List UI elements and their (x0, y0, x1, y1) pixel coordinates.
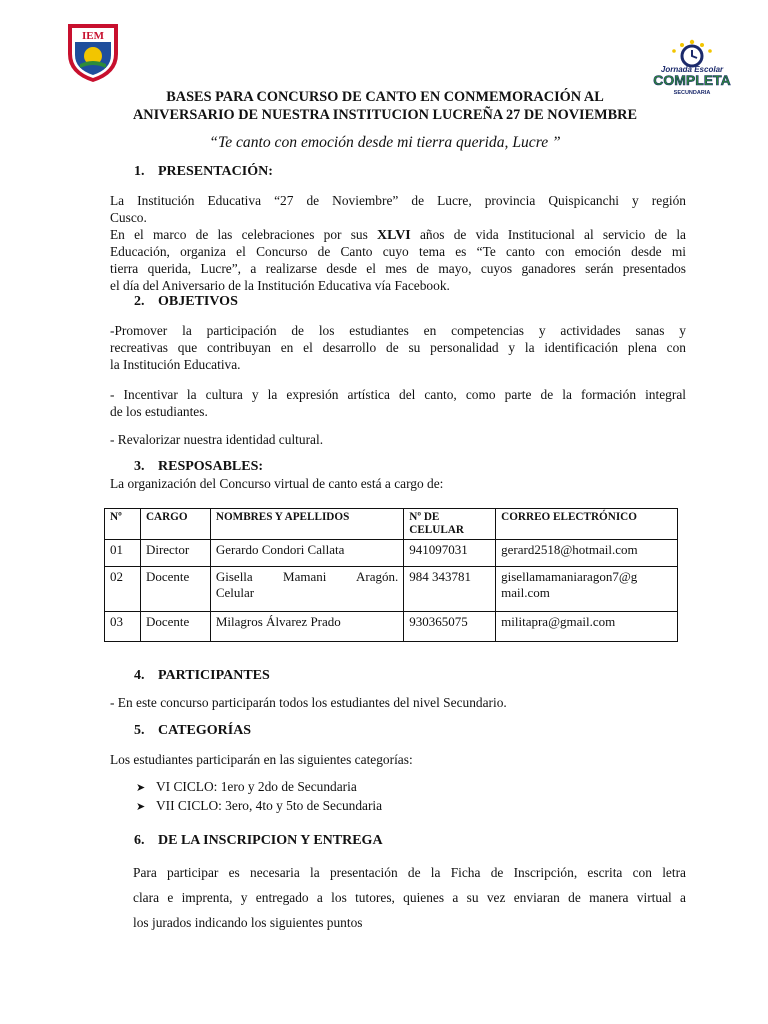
presentacion-line-3: En el marco de las celebraciones por sus XLVI años de vida Institucional al servicio de la (110, 226, 686, 243)
section-heading-objetivos (134, 294, 238, 310)
document-title-line-2: ANIVERSARIO DE NUESTRA INSTITUCION LUCREÑA 27 DE NOVIEMBRE (132, 107, 638, 123)
header-correo: CORREO ELECTRÓNICO (496, 509, 678, 540)
header-nombres: NOMBRES Y APELLIDOS (210, 509, 403, 540)
logo-left-text: IEM (82, 30, 104, 42)
presentacion-line-4: Educación, organiza el Concurso de Canto cuyo tema es “Te canto con emoción desde mi (110, 244, 686, 260)
document-title-line-1: BASES PARA CONCURSO DE CANTO EN CONMEMORACIÓN AL (166, 89, 604, 105)
objetivo-3: - Revalorizar nuestra identidad cultural. (110, 432, 324, 447)
section-number: 6. (134, 833, 145, 848)
presentacion-line-2: Cusco. (110, 209, 147, 225)
presentacion-line-1: La Institución Educativa “27 de Noviembre” de Lucre, provincia Quispicanchi y región (110, 193, 686, 208)
presentacion-line-6: el día del Aniversario de la Institución Educativa vía Facebook. (110, 277, 450, 293)
section-title: CATEGORÍAS (158, 723, 252, 738)
section-title: PARTICIPANTES (158, 668, 270, 683)
inscripcion-paragraph: Para participar es necesaria la presentación de la Ficha de Inscripción, escrita con letra clara e imprenta, y entregado a los tutores, quienes a su vez enviaran de manera virtual a los jurados indicando los siguientes puntos (133, 865, 686, 930)
presentacion-paragraph (110, 193, 686, 295)
header-cargo: CARGO (140, 509, 210, 540)
email-cell: gerard2518@hotmail.com (496, 540, 678, 567)
institution-shield-logo (60, 18, 126, 84)
table-row: 01 Director Gerardo Condori Callata 941097031 gerard2518@hotmail.com (105, 540, 678, 567)
objetivo-1: -Promover la participación de los estudiantes en competencias y actividades sanas y recreativas que contribuyan en el desarrollo de su personalidad y la identificación plena con la Institución Educativa. (110, 323, 686, 372)
section-title: RESPOSABLES: (158, 459, 264, 474)
section-heading-inscripcion (134, 833, 383, 849)
arrow-bullet-icon: ➤ (136, 782, 146, 794)
section-heading-presentacion (134, 164, 273, 180)
header-numero: Nº (105, 509, 141, 540)
email-cell: militapra@gmail.com (496, 612, 678, 642)
objetivo-2: - Incentivar la cultura y la expresión artística del canto, como parte de la formación integral de los estudiantes. (110, 387, 686, 419)
table-header-row (105, 509, 678, 540)
section-number: 4. (134, 668, 145, 683)
responsables-table (104, 508, 678, 642)
section-title: DE LA INSCRIPCION Y ENTREGA (158, 833, 383, 848)
email-cell: gisellamamaniaragon7@g mail.com (496, 567, 678, 612)
section-number: 5. (134, 723, 145, 738)
header-celular: Nº DE CELULAR (404, 509, 496, 540)
section-title: PRESENTACIÓN: (158, 164, 273, 179)
table-row: 02 Docente Gisella Mamani Aragón. Celular 984 343781 gisellamamaniaragon7@g mail.com (105, 567, 678, 612)
section-heading-categorias (134, 723, 251, 739)
table-row: 03 Docente Milagros Álvarez Prado 930365075 militapra@gmail.com (105, 612, 678, 642)
section-number: 2. (134, 294, 145, 309)
logo-right-line3: SECUNDARIA (673, 90, 711, 96)
section-heading-participantes (134, 668, 270, 684)
section-number: 3. (134, 459, 145, 474)
responsables-intro: La organización del Concurso virtual de canto está a cargo de: (110, 476, 444, 491)
arrow-bullet-icon: ➤ (136, 801, 146, 813)
categoria-item: ➤ VI CICLO: 1ero y 2do de Secundaria (136, 778, 357, 797)
categorias-intro: Los estudiantes participarán en las siguientes categorías: (110, 752, 413, 767)
logo-right-line2: COMPLETA (653, 72, 731, 88)
document-subtitle: “Te canto con emoción desde mi tierra querida, Lucre ” (209, 134, 561, 151)
presentacion-line-5: tierra querida, Lucre”, a realizarse desde el mes de mayo, cuyos ganadores serán presentados (110, 261, 686, 277)
section-heading-responsables (134, 459, 263, 475)
participantes-text: - En este concurso participarán todos los estudiantes del nivel Secundario. (110, 695, 507, 710)
logo-right-line1: Jornada Escolar (660, 65, 724, 74)
section-number: 1. (134, 164, 145, 179)
section-title: OBJETIVOS (158, 294, 238, 309)
categoria-item: ➤ VII CICLO: 3ero, 4to y 5to de Secundaria (136, 797, 382, 816)
